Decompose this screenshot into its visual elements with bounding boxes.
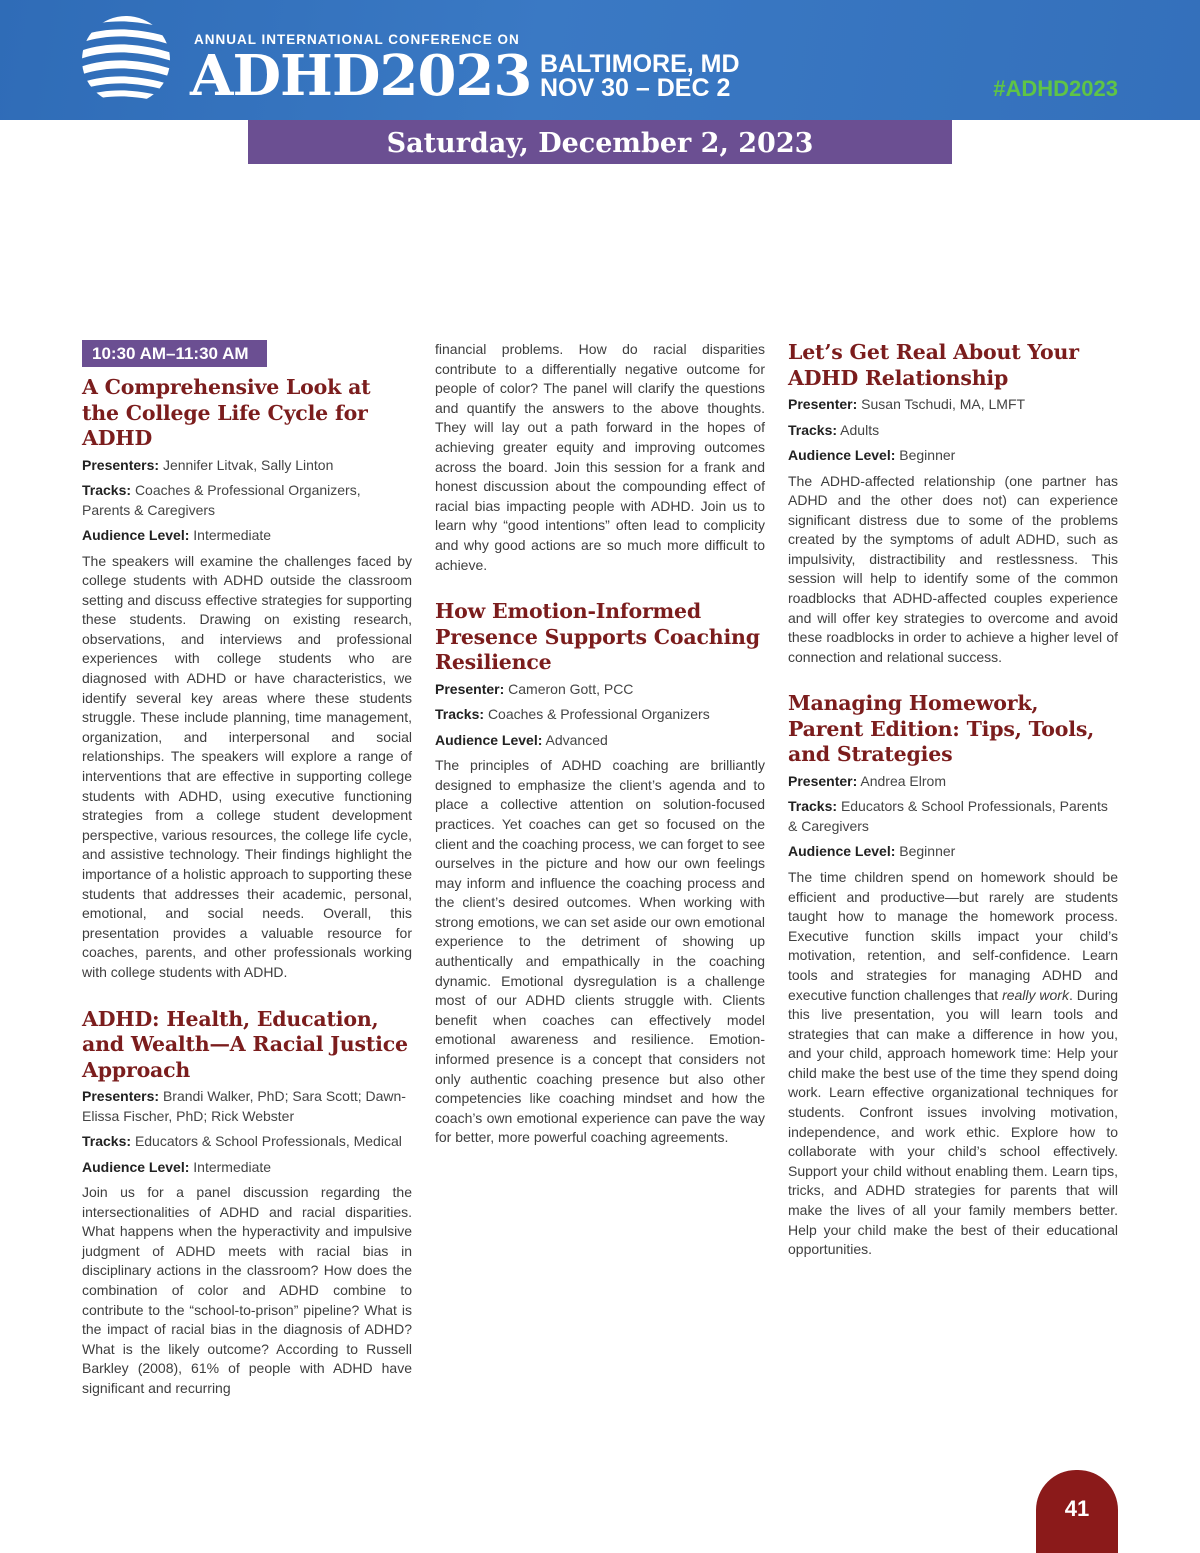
time-slot-badge: 10:30 AM–11:30 AM — [82, 340, 267, 367]
page-number: 41 — [1036, 1470, 1118, 1553]
session-adhd-relationship — [788, 340, 1118, 667]
conference-dates: NOV 30 – DEC 2 — [540, 74, 731, 102]
session-tracks: Tracks: Educators & School Professionals, Medical — [82, 1133, 402, 1150]
session-level: Audience Level: Intermediate — [82, 527, 272, 543]
session-emotion-informed-presence — [435, 599, 765, 1148]
hashtag: #ADHD2023 — [993, 76, 1118, 101]
session-presenters: Presenters: Jennifer Litvak, Sally Linton — [82, 456, 334, 473]
session-college-life-cycle — [82, 375, 412, 983]
session-tracks: Tracks: Adults — [788, 421, 880, 438]
session-level: Audience Level: Beginner — [788, 843, 956, 860]
session-tracks: Tracks: Coaches & Professional Organizers, Parents & Caregivers — [82, 482, 361, 518]
session-description-continued: financial problems. How do racial disparities contribute to a differentially negative outcome for people of color? The panel will clarify the questions and quantify the answers to the above thoughts. They will lay out a path forward in the hopes of achieving greater equity and improving outcomes across the board. Join this session for a frank and honest discussion about the compounding effect of racial bias impacting people with ADHD. Join us to learn why “good intentions” often lead to complicity and why good actions are so much more difficult to achieve. — [435, 341, 765, 573]
column-3 — [788, 340, 1118, 1260]
striped-globe-icon — [80, 10, 172, 110]
column-1 — [82, 340, 412, 1399]
session-title: ADHD: Health, Education, and Wealth—A Racial Justice Approach — [82, 1006, 408, 1082]
conference-tagline: ANNUAL INTERNATIONAL CONFERENCE ON — [194, 32, 520, 47]
session-level: Audience Level: Advanced — [435, 731, 608, 748]
conference-name: ADHD2023 — [190, 43, 532, 109]
session-level: Audience Level: Intermediate — [82, 1158, 272, 1175]
session-presenters: Presenter: Cameron Gott, PCC — [435, 680, 634, 697]
session-title: Let’s Get Real About Your ADHD Relationship — [788, 340, 1079, 390]
session-description: The principles of ADHD coaching are brilliantly designed to emphasize the client’s agenda and to place a collective attention on solution-focused practices. Yet coaches can get so focused on the client and the coaching process, we can forget to see ourselves in the picture and how our own feelings may inform and influence the coaching process and the client’s desired outcomes. When working with strong emotions, we can set aside our own emotional experience to the detriment of showing up authentically and empathically in the coaching dynamic. Emotional dysregulation is a challenge most of our ADHD clients struggle with. Clients benefit when coaches can effectively model emotional awareness and resilience. Emotion-informed presence is a concept that considers not only authentic coaching presence but also other competencies like coaching mindset and how the coach’s own emotional experience can pave the way for better, more powerful coaching agreements. — [435, 757, 765, 1146]
conference-banner — [0, 0, 1200, 120]
conference-location-dates — [540, 52, 740, 100]
session-description: The ADHD-affected relationship (one partner has ADHD and the other does not) can experience significant distress due to some of the problems created by the symptoms of adult ADHD, such as impulsivity, distractibility and restlessness. This session will help to identify some of the common roadblocks that ADHD-affected couples experience and will offer key strategies to overcome and avoid these roadblocks in order to achieve a higher level of connection and relational success. — [788, 472, 1118, 665]
session-presenters: Presenter: Susan Tschudi, MA, LMFT — [788, 396, 1026, 412]
session-description: Join us for a panel discussion regarding the intersectionalities of ADHD and racial disparities. What happens when the hyperactivity and impulsive judgment of ADHD meets with racial bias in disciplinary actions in the classroom? How does the combination of color and ADHD combine to contribute to the “school-to-prison” pipeline? What is the impact of racial bias in the diagnosis of ADHD? What is the likely outcome? According to Russell Barkley (2008), 61% of people with ADHD have significant and recurring — [82, 1184, 412, 1396]
session-title: A Comprehensive Look at the College Life Cycle for ADHD — [82, 375, 371, 450]
session-tracks: Tracks: Educators & School Professionals, Parents & Caregivers — [788, 798, 1108, 834]
session-racial-justice — [82, 1007, 412, 1399]
column-2 — [435, 340, 765, 1148]
session-title: Managing Homework, Parent Edition: Tips, Tools, and Strategies — [788, 691, 1095, 767]
session-title: How Emotion-Informed Presence Supports Coaching Resilience — [435, 599, 760, 675]
conference-location: BALTIMORE, MD — [540, 50, 740, 78]
session-description: The speakers will examine the challenges faced by college students with ADHD outside the classroom setting and discuss effective strategies for supporting these students. Drawing on existing research, observations, and interviews and professional experiences with college students who are diagnosed with ADHD or have characteristics, we identify several key areas where these students struggle. These include planning, time management, organization, and interpersonal and social relationships. The speakers will explore a range of interventions that are effective in supporting college students with ADHD, using executive functioning strategies from a college student development perspective, various resources, the college life cycle, and assistive technology. Their findings highlight the importance of a holistic approach to supporting these students that addresses their academic, personal, emotional, and social needs. Overall, this presentation provides a valuable resource for coaches, parents, and other professionals working with college students with ADHD. — [82, 552, 412, 980]
session-managing-homework — [788, 691, 1118, 1259]
session-tracks: Tracks: Coaches & Professional Organizers — [435, 706, 710, 723]
session-level: Audience Level: Beginner — [788, 447, 956, 463]
day-heading: Saturday, December 2, 2023 — [248, 120, 952, 164]
session-description: The time children spend on homework should be efficient and productive—but rarely are students taught how to manage the homework process. Executive function skills impact your child’s motivation, retention, and self-confidence. Learn tools and strategies for managing ADHD and executive function challenges that really work. During this live presentation, you will learn tools and strategies that can make a difference in how you, and your child, approach homework time: Help your child make the best use of the time they spend doing work. Learn effective organizational techniques for students. Confront issues involving motivation, independence, and work ethic. Explore how to collaborate with your child’s school effectively. Support your child without enabling them. Learn tips, tricks, and ADHD strategies for parents that will make the lives of all your family members better. Help your child make the best of their educational opportunities. — [788, 868, 1119, 1258]
session-presenters: Presenter: Andrea Elrom — [788, 772, 946, 789]
session-presenters: Presenters: Brandi Walker, PhD; Sara Scott; Dawn-Elissa Fischer, PhD; Rick Webster — [82, 1088, 406, 1124]
